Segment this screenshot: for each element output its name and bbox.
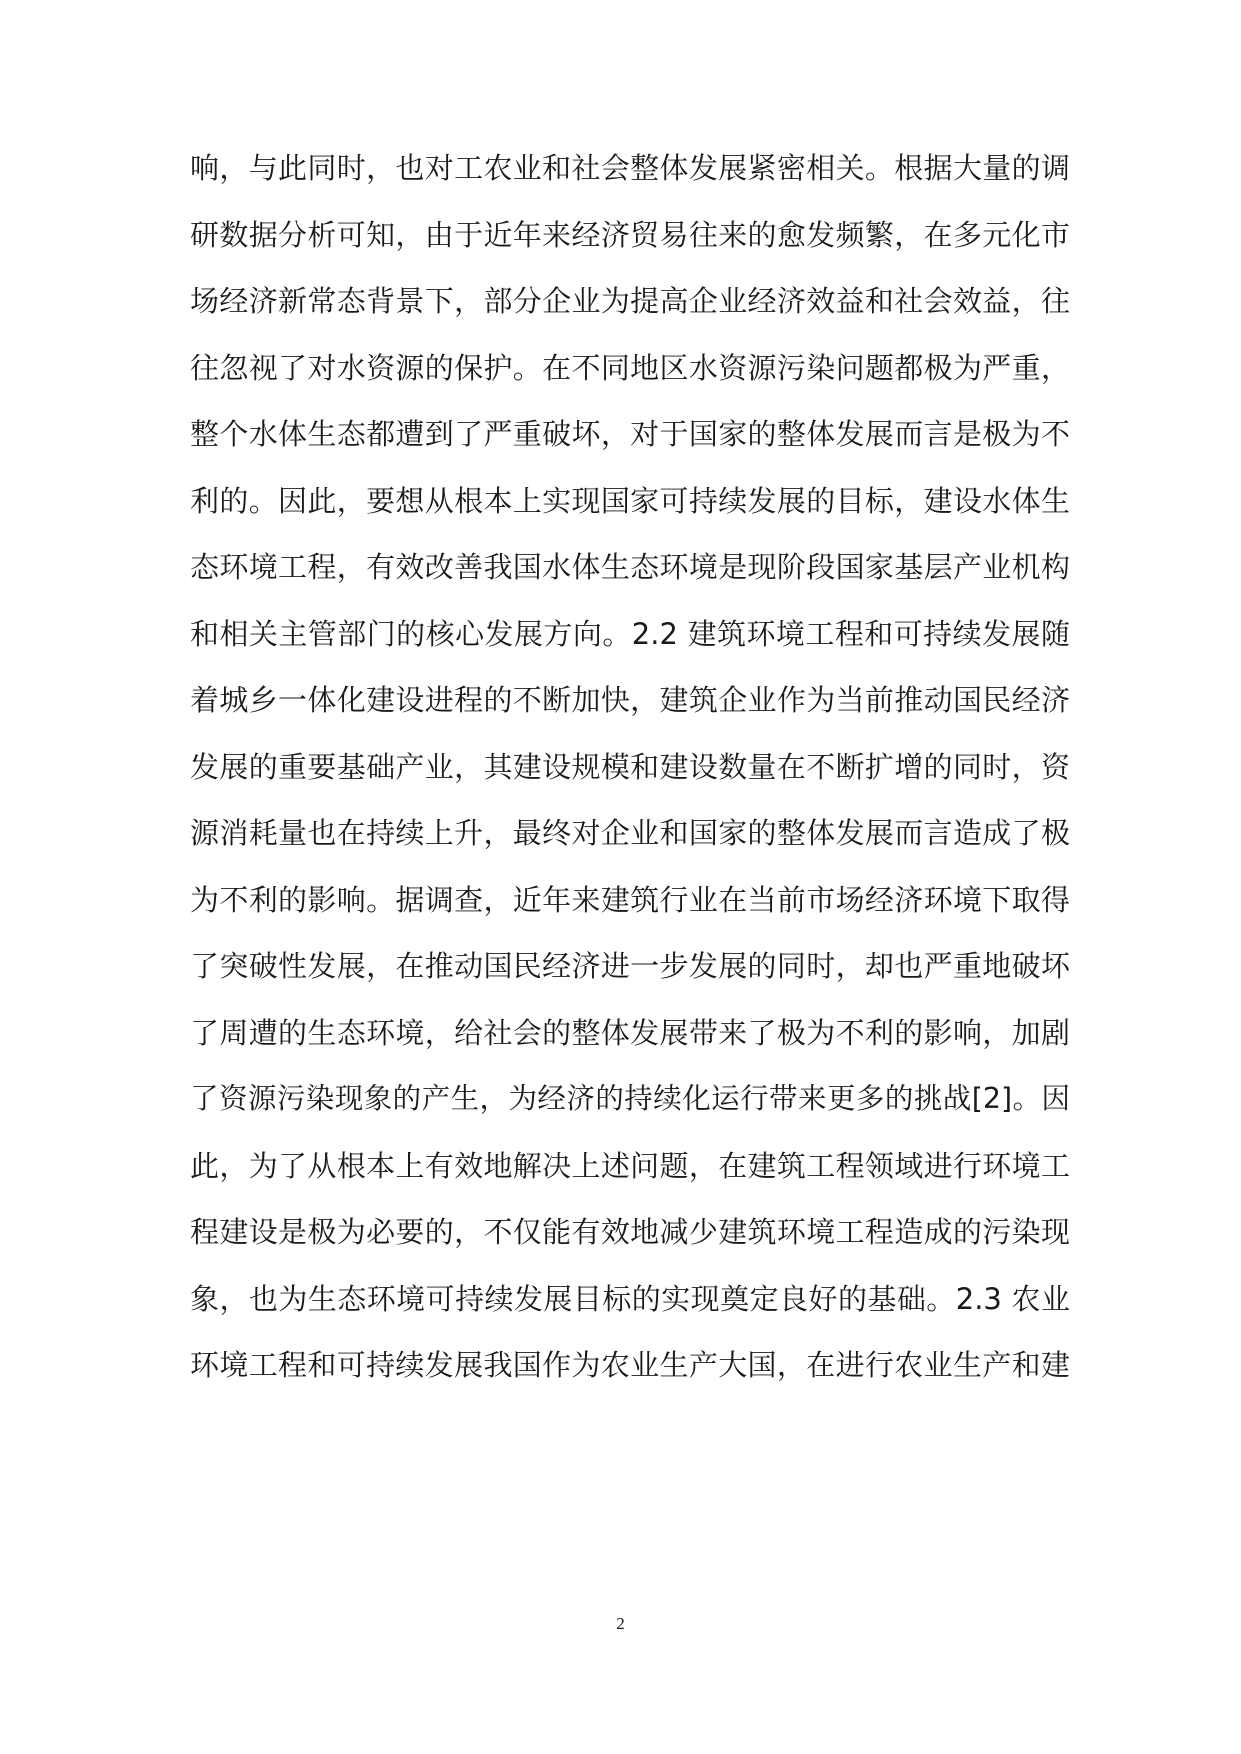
text-line: 了突破性发展，在推动国民经济进一步发展的同时，却也严重地破坏 <box>190 949 1070 983</box>
text-line: 此，为了从根本上有效地解决上述问题，在建筑工程领域进行环境工 <box>190 1148 1070 1183</box>
text-line: 了资源污染现象的产生，为经济的持续化运行带来更多的挑战[2]。因 <box>190 1082 1070 1115</box>
text-line: 环境工程和可持续发展我国作为农业生产大国，在进行农业生产和建 <box>190 1348 1070 1382</box>
text-line: 程建设是极为必要的，不仅能有效地减少建筑环境工程造成的污染现 <box>190 1215 1070 1249</box>
text-line: 利的。因此，要想从根本上实现国家可持续发展的目标，建设水体生 <box>190 483 1070 518</box>
text-line: 往忽视了对水资源的保护。在不同地区水资源污染问题都极为严重， <box>190 350 1070 385</box>
text-line: 和相关主管部门的核心发展方向。2.2 建筑环境工程和可持续发展随 <box>190 616 1070 651</box>
text-line: 研数据分析可知，由于近年来经济贸易往来的愈发频繁，在多元化市 <box>190 217 1070 252</box>
page-number: 2 <box>616 1614 625 1633</box>
text-line: 场经济新常态背景下，部分企业为提高企业经济效益和社会效益，往 <box>190 284 1070 318</box>
text-line: 响，与此同时，也对工农业和社会整体发展紧密相关。根据大量的调 <box>190 151 1070 185</box>
text-line: 了周遭的生态环境，给社会的整体发展带来了极为不利的影响，加剧 <box>190 1015 1070 1050</box>
text-line: 源消耗量也在持续上升，最终对企业和国家的整体发展而言造成了极 <box>190 816 1070 850</box>
text-line: 发展的重要基础产业，其建设规模和建设数量在不断扩增的同时，资 <box>190 749 1070 784</box>
text-line: 着城乡一体化建设进程的不断加快，建筑企业作为当前推动国民经济 <box>190 683 1070 717</box>
text-line: 整个水体生态都遭到了严重破坏，对于国家的整体发展而言是极为不 <box>190 417 1070 451</box>
text-line: 态环境工程，有效改善我国水体生态环境是现阶段国家基层产业机构 <box>190 550 1070 584</box>
body-paragraph <box>190 148 1070 1412</box>
text-line: 为不利的影响。据调查，近年来建筑行业在当前市场经济环境下取得 <box>190 882 1070 917</box>
text-line: 象，也为生态环境可持续发展目标的实现奠定良好的基础。2.3 农业 <box>190 1281 1070 1316</box>
